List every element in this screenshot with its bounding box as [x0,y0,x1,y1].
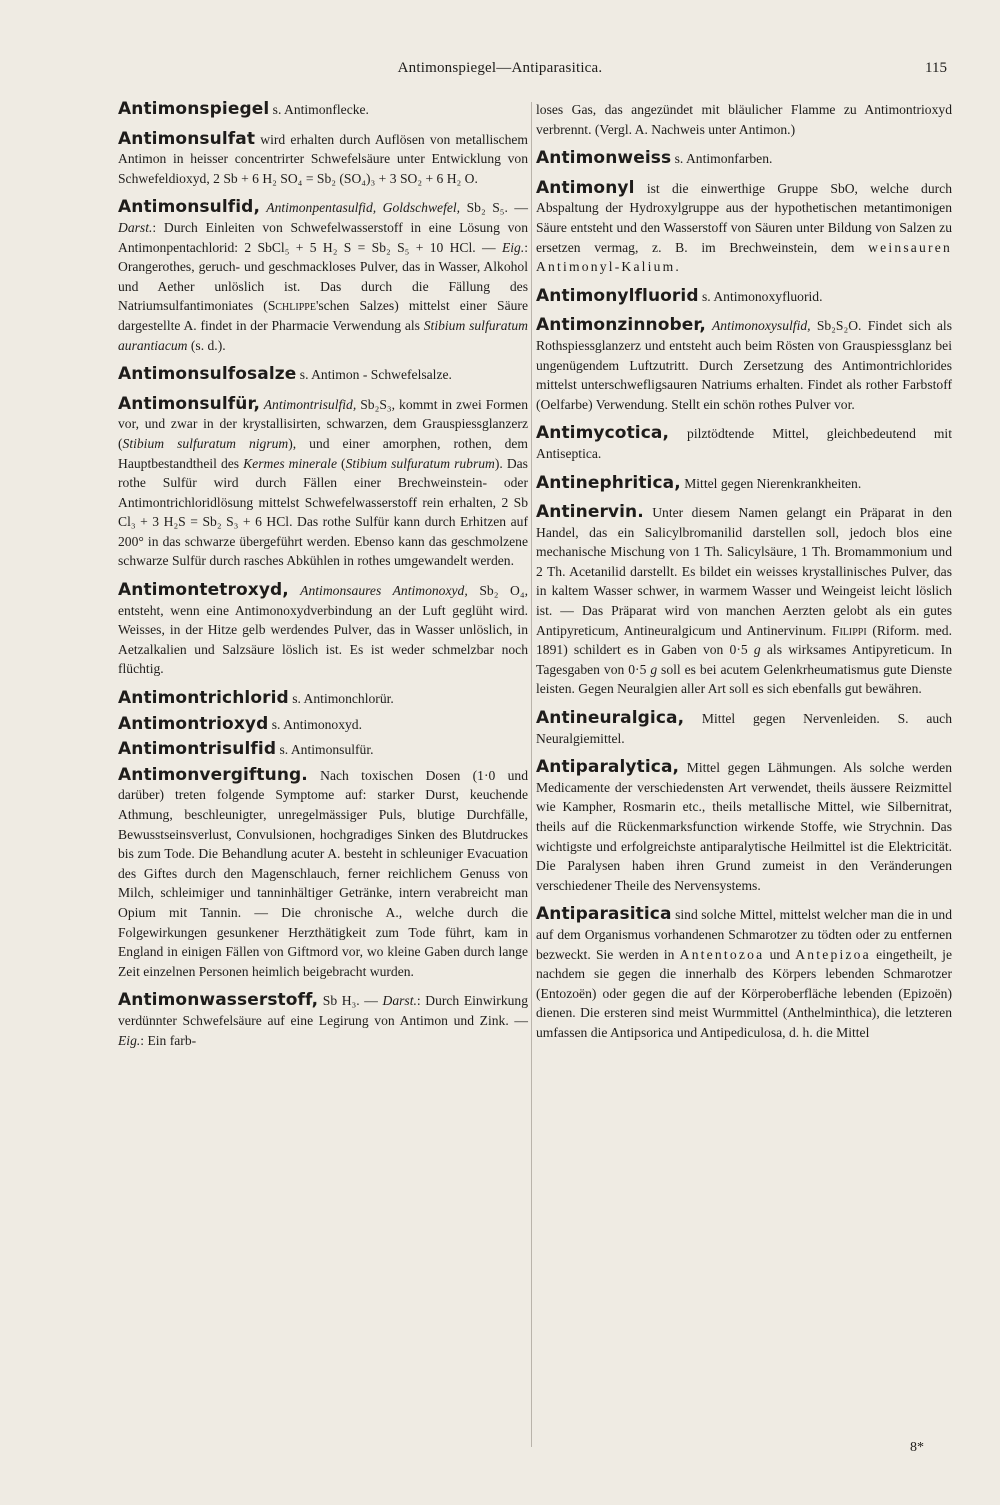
entry-antiparasitica: Antiparasitica sind solche Mittel, mittelst welcher man die in und auf dem Organismus vorhandenen Schmarotzer zu tödten oder zu entfernen bezweckt. Sie werden in Antentozoa und Antepizoa eingetheilt, je nachdem sie gegen die innerhalb des Körpers lebenden Schmarotzer (Entozoën) oder gegen die auf der Körperoberfläche lebenden (Epizoën) dienen. Die ersteren sind meist Wurmmittel (Anthelminthica), die letzteren umfassen die Antipsorica und Antipediculosa, d. h. die Mittel [536,904,952,1040]
entry-antimonvergiftung: Antimonvergiftung. Nach toxischen Dosen (1·0 und darüber) treten folgende Symptome auf: starker Durst, keuchende Athmung, beschleunigter, unregelmässiger Puls, blutige Durchfälle, Bewusstseinsverlust, Convulsionen, hochgradiges Sinken des Blutdruckes bis zum Tode. Die Behandlung acuter A. besteht in schleuniger Evacuation des Giftes durch den Magenschlauch, ferner reichlichem Genuss von Milch, schleimiger und tanninhältiger Getränke, intern verabreicht man Opium mit Tannin. — Die chronische A., welche durch die Folgewirkungen gesunkener Herzthätigkeit zum Tode führt, kam in England in einigen Fällen von Giftmord vor, wo kleine Gaben durch lange Zeit einzelnen Personen heimlich beigebracht wurden. [118,764,528,979]
right-column [536,100,952,1043]
entry-antinephritica: Antinephritica, Mittel gegen Nierenkrankheiten. [536,472,862,493]
column-divider [531,102,532,1447]
entry-antimonylfluorid: Antimonylfluorid s. Antimonoxyfluorid. [536,285,823,306]
entry-antineuralgica: Antineuralgica, Mittel gegen Nervenleiden. S. auch Neuralgiemittel. [536,708,952,746]
entry-antimontrichlorid: Antimontrichlorid s. Antimonchlorür. [118,688,394,709]
entry-antimonzinnober: Antimonzinnober, Antimonoxysulfid, Sb₂S₂O. Findet sich als Rothspiessglanzerz und entsteht auch beim Rösten von Grauspiessglanz bei ungenügendem Luftzutritt. Durch Zersetzung des Antimontrichlorides mittelst unterschwefligsauren Natriums erhalten. Findet als rother Farbstoff (Oelfarbe) Verwendung. Stellt ein schön rothes Pulver vor. [536,315,952,412]
entry-antimonwasserstoff: Antimonwasserstoff, Sb H₃. — Darst.: Durch Einwirkung verdünnter Schwefelsäure auf eine Legirung von Antimon und Zink. — Eig.: Ein farb- [118,990,529,1048]
page-number: 115 [925,60,947,76]
page-header-title: Antimonspiegel—Antiparasitica. [397,60,603,76]
entry-antimonsulfid: Antimonsulfid, Antimonpentasulfid, Goldschwefel, Sb₂ S₅. — Darst.: Durch Einleiten von Schwefelwasserstoff in eine Lösung von Antimonpentachlorid: 2 SbCl₅ + 5 H₂ S = Sb₂ S₅ + 10 HCl. — Eig.: Orangerothes, geruch- und geschmackloses Pulver, das in Wasser, Alkohol und Aether unlöslich ist. Das durch die Fällung des Natriumsulfantimoniates (Schlippe'schen Salzes) mittelst einer Säure dargestellte A. findet in der Pharmacie Verwendung als Stibium sulfuratum aurantiacum (s. d.). [118,197,528,353]
entry-antimonspiegel: Antimonspiegel s. Antimonflecke. [118,99,369,119]
entry-antimontetroxyd: Antimontetroxyd, Antimonsaures Antimonoxyd, Sb₂ O₄, entsteht, wenn eine Antimonoxydverbindung an der Luft geglüht wird. Weisses, in der Hitze gelb werdendes Pulver, das in Wasser unlöslich, in Aetzalkalien und Salzsäure löslich ist. Es ist weder schmelzbar noch flüchtig. [118,580,528,677]
entry-antimontrioxyd: Antimontrioxyd s. Antimonoxyd. [118,713,362,734]
left-column [118,100,528,1050]
entry-antiparalytica: Antiparalytica, Mittel gegen Lähmungen. Als solche werden Medicamente der verschiedensten Art verwendet, theils äussere Reizmittel wie Kampher, Rosmarin etc., theils metallische Mittel, wie Silbernitrat, theils auf die Rückenmarksfunction wirkende Stoffe, wie Strychnin. Das wichtigste und erfolgreichste antiparalytische Heilmittel ist die Elektricität. Die Paralysen haben ihren Grund zumeist in den Veränderungen verschiedener Theile des Nervensystems. [536,757,952,893]
entry-antimonsulfuer: Antimonsulfür, Antimontrisulfid, Sb₂S₃, kommt in zwei Formen vor, und zwar in der krystallisirten, schwarzen, dem Grauspiessglanzerz (Stibium sulfuratum nigrum), und einer amorphen, rothen, dem Hauptbestandtheil des Kermes minerale (Stibium sulfuratum rubrum). Das rothe Sulfür wird durch Fällen einer Brechweinstein- oder Antimontrichloridlösung mittelst Schwefelwasserstoff rein erhalten, 2 Sb Cl₃ + 3 H₂S = Sb₂ S₃ + 6 HCl. Das rothe Sulfür kann durch Erhitzen auf 200° in das schwarze übergeführt werden. Ebenso kann das geschmolzene schwarze Sulfür durch rasches Abkühlen in rothes umgewandelt werden. [118,393,528,569]
entry-antimonweiss: Antimonweiss s. Antimonfarben. [536,148,773,169]
entry-antinervin: Antinervin. Unter diesem Namen gelangt ein Präparat in den Handel, das ein Salicylbromanilid darstellen soll, jedoch blos eine mechanische Mischung von 1 Th. Salicylsäure, 1 Th. Bromammonium und 2 Th. Acetanilid darstellt. Es bildet ein weisses krystallinisches Pulver, das in kaltem Wasser schwer, in warmem Wasser und Weingeist leicht löslich ist. — Das Präparat wird von manchen Aerzten gelobt als ein gutes Antipyreticum, Antineuralgicum und Antinervinum. Filippi (Riform. med. 1891) schildert es in Gaben von 0·5 g als wirksames Antipyreticum. In Tagesgaben von 0·5 g soll es bei acutem Gelenkrheumatismus gute Dienste leisten. Gegen Neuralgien aller Art soll es sich ebenfalls gut bewähren. [536,502,953,697]
entry-antimonsulfosalze: Antimonsulfosalze s. Antimon - Schwefelsalze. [118,364,452,385]
entry-antimonsulfat: Antimonsulfat wird erhalten durch Auflösen von metallischem Antimon in heisser concentrirter Schwefelsäure unter Entwicklung von Schwefeldioxyd, 2 Sb + 6 H₂ SO₄ = Sb₂ (SO₄)₃ + 3 SO₂ + 6 H₂ O. [118,128,528,186]
entry-continuation: loses Gas, das angezündet mit bläulicher Flamme zu Antimontrioxyd verbrennt. (Vergl. A. Nachweis unter Antimon.) [536,102,952,137]
entry-antimonyl: Antimonyl ist die einwerthige Gruppe SbO, welche durch Abspaltung der Hydroxylgruppe aus der hypothetischen metantimonigen Säure entsteht und den Wasserstoff von Säuren unter Bildung von Salzen zu ersetzen vermag, z. B. im Brechweinstein, dem weinsauren Antimonyl-Kalium. [536,177,952,275]
entry-antimontrisulfid: Antimontrisulfid s. Antimonsulfür. [118,739,374,760]
entry-antimycotica: Antimycotica, pilztödtende Mittel, gleichbedeutend mit Antiseptica. [536,423,952,461]
running-header [0,58,1000,82]
sheet-signature: 8* [910,1440,924,1455]
